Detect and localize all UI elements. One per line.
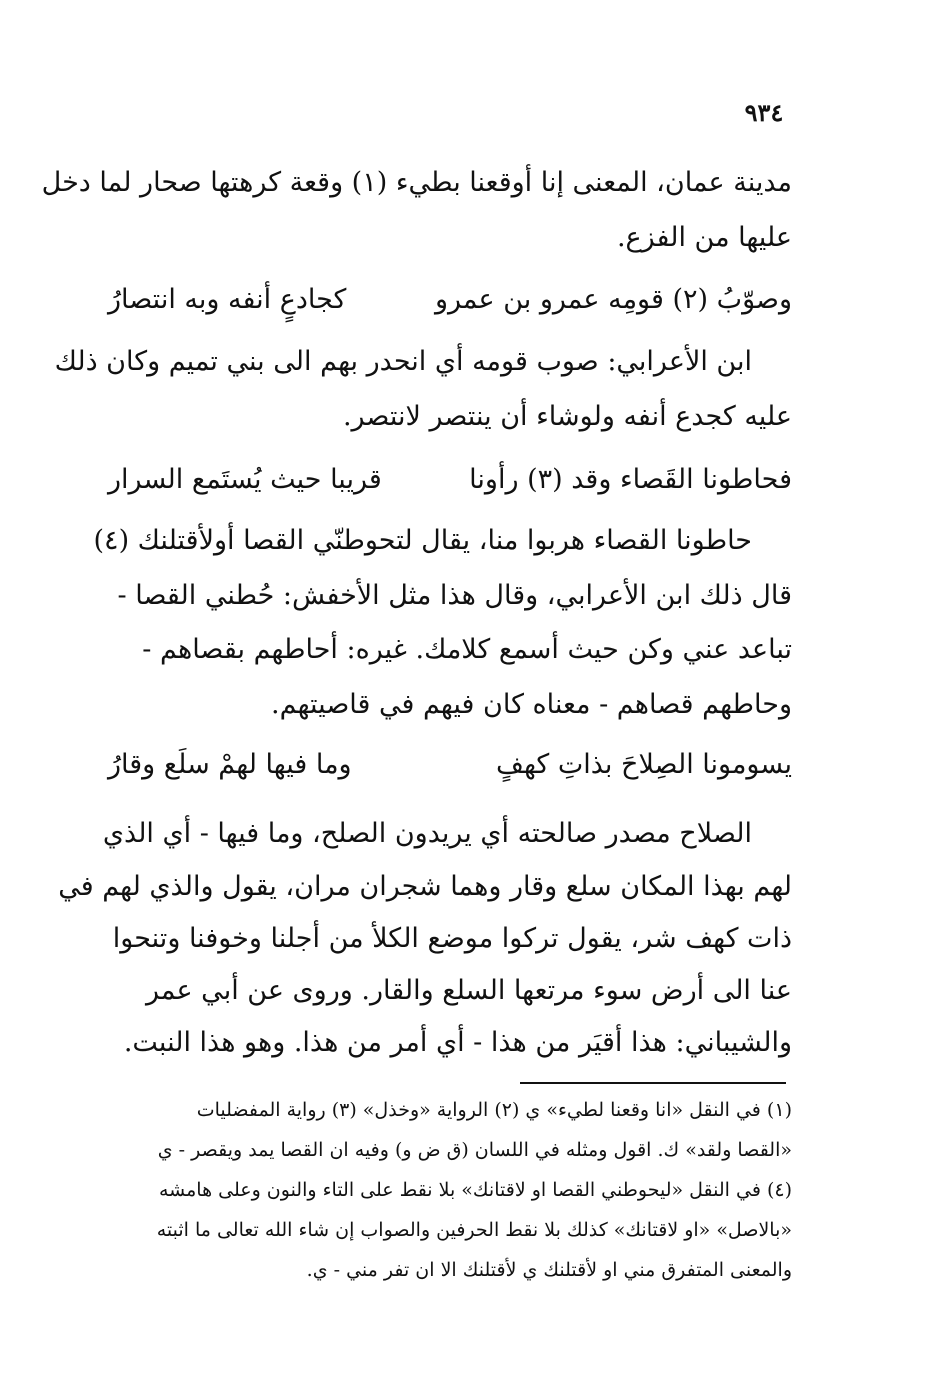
text-line: لهم بهذا المكان سلع وقار وهما شجران مران، يقول والذي لهم في (58, 871, 792, 902)
verse-second-hemistich: وما فيها لهمْ سلَع وقارُ (108, 749, 352, 780)
footnote-line: «بالاصل» «او لاقتانك» كذلك بلا نقط الحرفين والصواب إن شاء الله تعالى ما اثبته (156, 1219, 792, 1241)
text-line: ذات كهف شر، يقول تركوا موضع الكلأ من أجلنا وخوفنا وتنحوا (112, 923, 792, 954)
text-line: والشيباني: هذا أقيَر من هذا - أي أمر من هذا. وهو هذا النبت. (123, 1027, 792, 1058)
verse-line (108, 455, 792, 505)
verse-first-hemistich: وصوّبُ (٢) قومِه عمرو بن عمرو (434, 284, 792, 315)
verse-first-hemistich: فحاطونا القَصاء وقد (٣) رأونا (469, 464, 792, 495)
text-line: ابن الأعرابي: صوب قومه أي انحدر بهم الى بني تميم وكان ذلك (54, 346, 752, 377)
footnote-line: والمعنى المتفرق مني او لأقتلنك ي لأقتلنك الا ان تفر مني - ي. (306, 1259, 792, 1281)
footnote-line: (١) في النقل «انا وقعنا لطيء» ي (٢) الرواية «وخذل» (٣) رواية المفضليات (196, 1099, 792, 1121)
page-number: ٩٣٤ (744, 98, 784, 127)
footnote-line: «القصا ولقد» ك. اقول ومثله في اللسان (ق ض و) وفيه ان القصا يمد ويقصر - ي (157, 1139, 792, 1161)
text-line: حاطونا القصاء هربوا منا، يقال لتحوطنّي القصا أولأقتلنك (٤) (93, 525, 752, 556)
text-line: قال ذلك ابن الأعرابي، وقال هذا مثل الأخفش: حُطني القصا - (117, 580, 792, 611)
text-line: الصلاح مصدر صالحته أي يريدون الصلح، وما فيها - أي الذي (102, 818, 752, 849)
footnote-divider (520, 1082, 786, 1084)
verse-second-hemistich: قريبا حيث يُستَمع السرار (108, 464, 382, 495)
text-line: مدينة عمان، المعنى إنا أوقعنا بطيء (١) وقعة كرهتها صحار لما دخل (41, 167, 792, 198)
text-line: عليها من الفزع. (616, 222, 792, 253)
text-line: عنا الى أرض سوء مرتعها السلع والقار. وروى عن أبي عمر (145, 975, 792, 1006)
text-line: وحاطهم قصاهم - معناه كان فيهم في قاصيتهم. (271, 689, 792, 720)
verse-first-hemistich: يسومونا الصِلاحَ بذاتِ كهفٍ (496, 749, 792, 780)
verse-line (108, 740, 792, 790)
text-line: تباعد عني وكن حيث أسمع كلامك. غيره: أحاطهم بقصاهم - (142, 634, 792, 665)
verse-line (108, 275, 792, 325)
text-line: عليه كجدع أنفه ولوشاء أن ينتصر لانتصر. (342, 401, 792, 432)
footnote-line: (٤) في النقل «ليحوطني القصا او لاقتانك» بلا نقط على التاء والنون وعلى هامشه (158, 1179, 792, 1201)
verse-second-hemistich: كجادعٍ أنفه وبه انتصارُ (108, 284, 347, 315)
